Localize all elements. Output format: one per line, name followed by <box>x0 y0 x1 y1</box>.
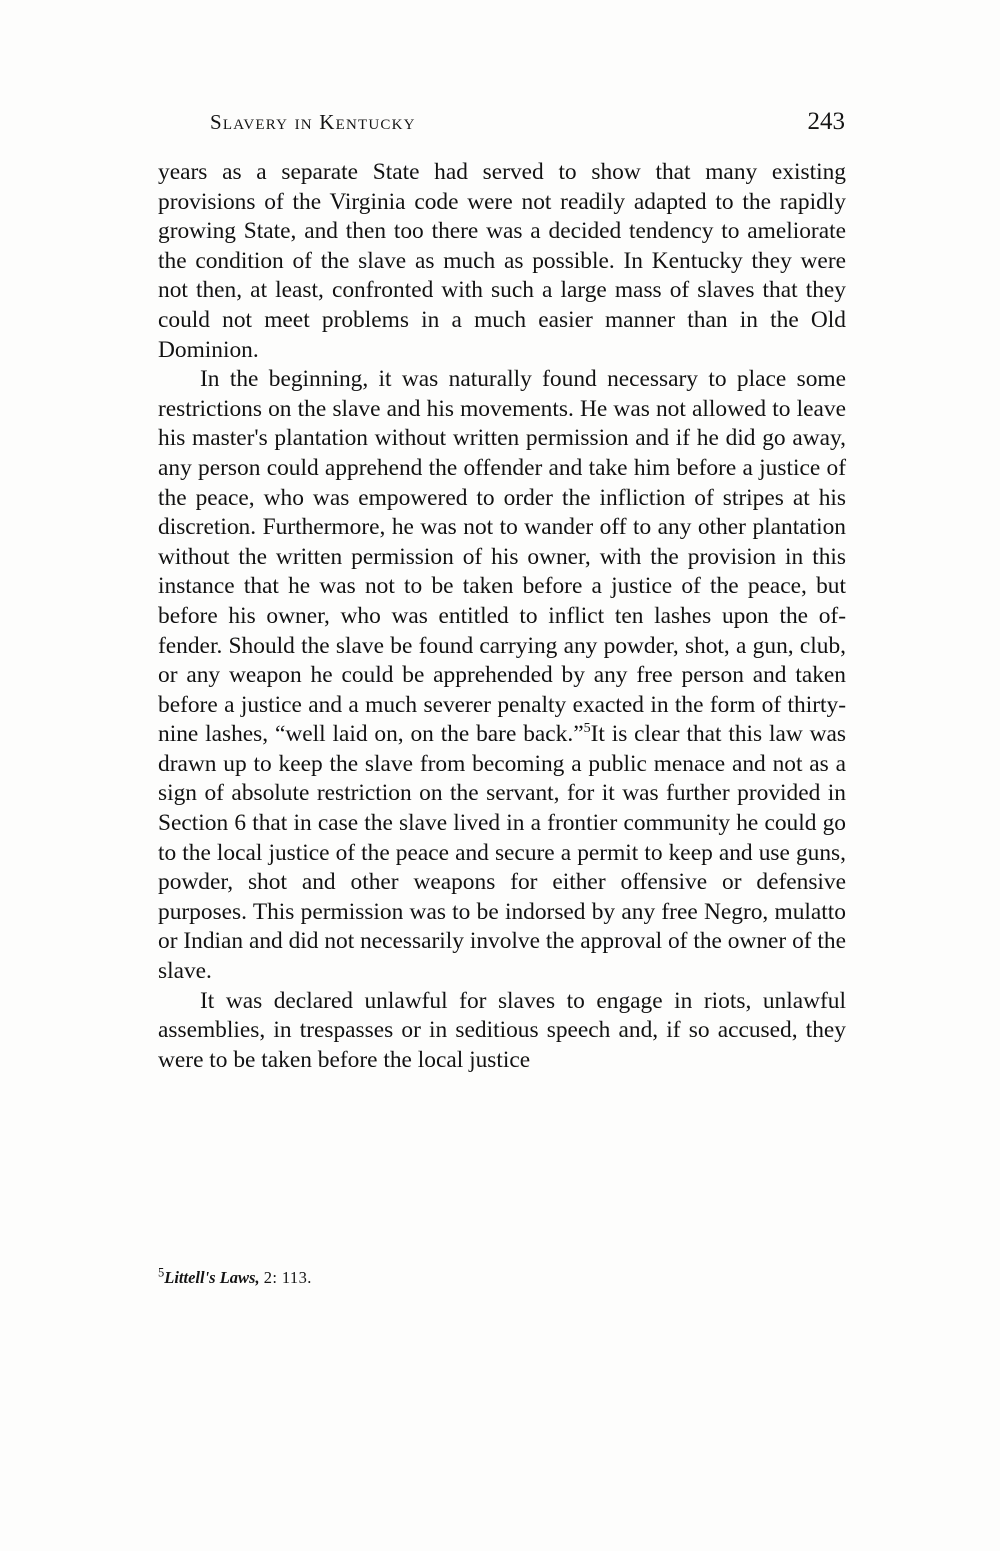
page-header <box>155 108 845 136</box>
running-head: Slavery in Kentucky <box>210 110 416 134</box>
footnote-title: Littell's Laws, <box>164 1268 260 1287</box>
paragraph-3: It was declared unlawful for slaves to engage in riots, unlawful assemblies, in trespasses or in seditious speech and, if so accused, they were to be taken before the local justice <box>158 987 846 1073</box>
paragraph-2-text: In the beginning, it was naturally found necessary to place some restrictions on the slave and his movements. He was not allowed to leave his master's plantation without written permission and if he did go away, any person could apprehend the offender and take him before a justice of the peace, who was empowered to order the infliction of stripes at his discretion. Furthermore, he was not to wander off to any other plantation without the written permission of his owner, with the provision in this instance that he was not to be taken before a justice of the peace, but before his owner, who was entitled to inflict ten lashes upon the of-fender. Should the slave be found carrying any powder, shot, a gun, club, or any weapon he could be apprehended by any free person and taken before a justice and a much severer penalty exacted in the form of thirty-nine lashes, “well laid on, on the bare back.” <box>158 366 846 748</box>
footnote-marker: 5 <box>158 1265 165 1280</box>
paragraph-1: years as a separate State had served to show that many existing provisions of the Virginia code were not readily adapted to the rapidly growing State, and then too there was a decided tendency to ameliorate the condition of the slave as much as possible. In Kentucky they were not then, at least, confronted with such a large mass of slaves that they could not meet problems in a much easier manner than in the Old Dominion. <box>158 159 846 363</box>
paragraph-2 <box>158 365 846 986</box>
footnote-reference: 5 <box>583 721 591 737</box>
footnote <box>158 1265 846 1288</box>
paragraph-2-continued: It is clear that this law was drawn up to keep the slave from becoming a public menace and not as a sign of absolute restriction on the servant, for it was further provided in Section 6 that in case the slave lived in a frontier community he could go to the local justice of the peace and secure a permit to keep and use guns, powder, shot and other weapons for either offensive or defensive purposes. This permission was to be indorsed by any free Negro, mulatto or Indian and did not necessarily involve the approval of the owner of the slave. <box>158 721 846 985</box>
page-number: 243 <box>807 108 845 135</box>
footnote-citation: 2: 113. <box>263 1268 312 1287</box>
body-text-column <box>158 158 846 1075</box>
